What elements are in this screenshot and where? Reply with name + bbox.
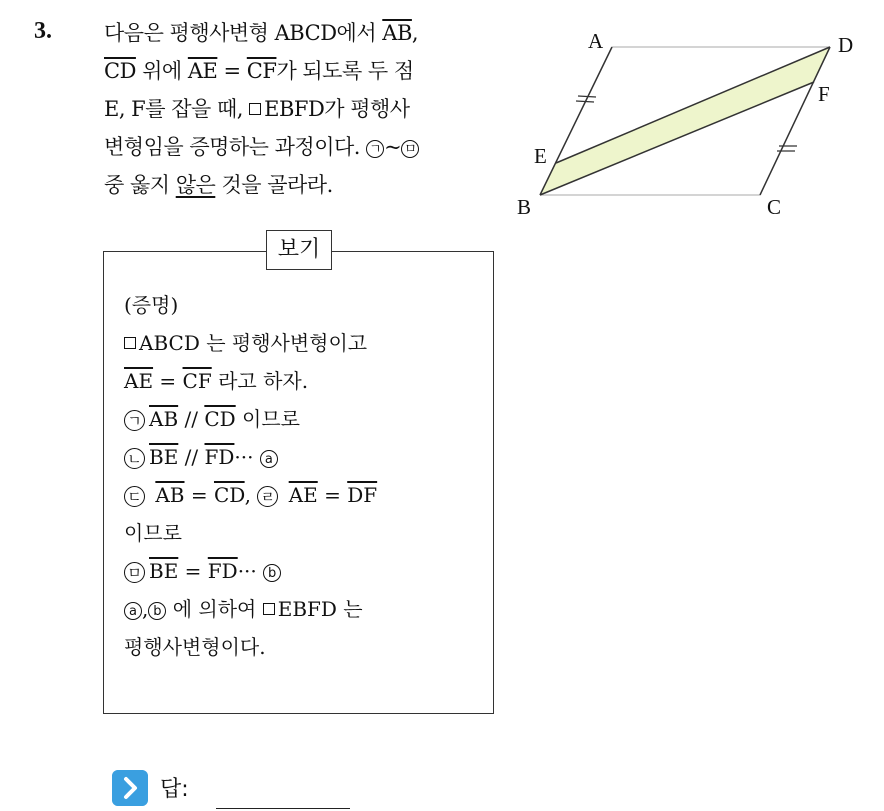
text-line: [124, 590, 484, 628]
label-a: A: [588, 29, 604, 53]
text-segment: 평행사변형이다.: [124, 635, 266, 659]
square-symbol-icon: [263, 603, 275, 615]
circled-letter: a: [260, 450, 278, 468]
bogi-title: 보기: [266, 230, 332, 270]
underlined-text: 않은: [175, 173, 216, 197]
text-segment: =: [153, 369, 183, 393]
text-segment: EBFD가 평행사: [264, 97, 410, 121]
square-symbol-icon: [124, 337, 136, 349]
text-segment: =: [217, 59, 247, 83]
text-line: [124, 514, 484, 552]
segment-notation: $\overline{CD}$: [104, 59, 136, 83]
segment-notation: $\overline{AB}$: [149, 407, 179, 431]
circled-letter: ㄱ: [366, 140, 384, 158]
text-segment: 것을 골라라.: [215, 173, 333, 197]
circled-mark: ㄴ: [124, 448, 145, 469]
segment-bf: [540, 82, 814, 195]
text-segment: 이므로: [124, 521, 182, 545]
text-segment: 라고 하자.: [211, 369, 309, 393]
label-d: D: [838, 33, 854, 57]
label-b: B: [517, 195, 532, 219]
text-line: [124, 476, 484, 514]
segment-notation: $\overline{CF}$: [182, 369, 212, 393]
segment-notation: $\overline{AB}$: [155, 483, 185, 507]
text-segment: EBFD 는: [277, 597, 363, 621]
text-segment: 위에: [135, 59, 188, 83]
text-segment: ,: [142, 597, 149, 621]
segment-notation: $\overline{AE}$: [288, 483, 318, 507]
label-e: E: [534, 144, 547, 168]
text-segment: =: [178, 559, 208, 583]
text-line: [104, 90, 504, 128]
text-line: [124, 362, 484, 400]
text-segment: ,: [411, 21, 419, 45]
text-segment: E, F를 잡을 때,: [104, 97, 250, 121]
question-number: 3.: [34, 18, 52, 44]
segment-notation: $\overline{CD}$: [204, 407, 236, 431]
segment-notation: $\overline{FD}$: [207, 559, 238, 583]
answer-input-line[interactable]: [216, 808, 350, 809]
segment-notation: $\overline{BE}$: [149, 559, 179, 583]
segment-notation: $\overline{DF}$: [347, 483, 378, 507]
text-line: [124, 628, 484, 666]
circled-mark: ㄱ: [124, 410, 145, 431]
tick-mark-cf: [777, 146, 797, 151]
answer-label: 답:: [160, 777, 189, 802]
text-line: [104, 166, 504, 204]
circled-mark: ㅁ: [124, 562, 145, 583]
label-c: C: [767, 195, 782, 219]
segment-notation: $\overline{AE}$: [124, 369, 154, 393]
segment-notation: $\overline{FD}$: [204, 445, 235, 469]
segment-notation: $\overline{CD}$: [213, 483, 245, 507]
parallelogram-figure: [505, 20, 855, 220]
text-line: [104, 52, 504, 90]
text-segment: =: [184, 483, 214, 507]
parallelogram-ebfd-shaded: [540, 47, 830, 195]
text-segment: //: [178, 445, 205, 469]
segment-notation: $\overline{AE}$: [187, 59, 218, 83]
text-segment: ,: [244, 483, 258, 507]
text-line: [104, 14, 504, 52]
text-segment: 변형임을 증명하는 과정이다.: [104, 135, 367, 159]
circled-letter: a: [124, 602, 142, 620]
text-line: [124, 286, 484, 324]
text-line: [124, 400, 484, 438]
text-segment: ABCD 는 평행사변형이고: [139, 331, 368, 355]
text-line: [124, 324, 484, 362]
circled-letter: b: [263, 564, 281, 582]
circled-mark: ㄷ: [124, 486, 145, 507]
text-segment: (증명): [124, 293, 179, 317]
square-symbol-icon: [249, 103, 261, 115]
text-segment: 에 의하여: [166, 597, 263, 621]
text-line: [104, 128, 504, 166]
text-segment: 가 되도록 두 점: [276, 59, 414, 83]
text-segment: ···: [237, 559, 264, 583]
circled-letter: ㅁ: [401, 140, 419, 158]
text-segment: 다음은 평행사변형 ABCD에서: [104, 21, 383, 45]
text-segment: =: [317, 483, 348, 507]
proof-text: [124, 286, 484, 666]
text-segment: 중 옳지: [104, 173, 176, 197]
question-stem: [104, 14, 504, 204]
arrow-right-icon: [112, 770, 148, 806]
text-segment: 이므로: [235, 407, 301, 431]
text-segment: //: [178, 407, 205, 431]
text-line: [124, 438, 484, 476]
segment-notation: $\overline{AB}$: [382, 21, 412, 45]
circled-mark: ㄹ: [257, 486, 278, 507]
label-f: F: [818, 82, 830, 106]
segment-notation: $\overline{BE}$: [149, 445, 179, 469]
text-segment: ~: [384, 135, 402, 159]
circled-letter: b: [148, 602, 166, 620]
text-segment: ···: [234, 445, 260, 469]
text-line: [124, 552, 484, 590]
segment-notation: $\overline{CF}$: [246, 59, 277, 83]
